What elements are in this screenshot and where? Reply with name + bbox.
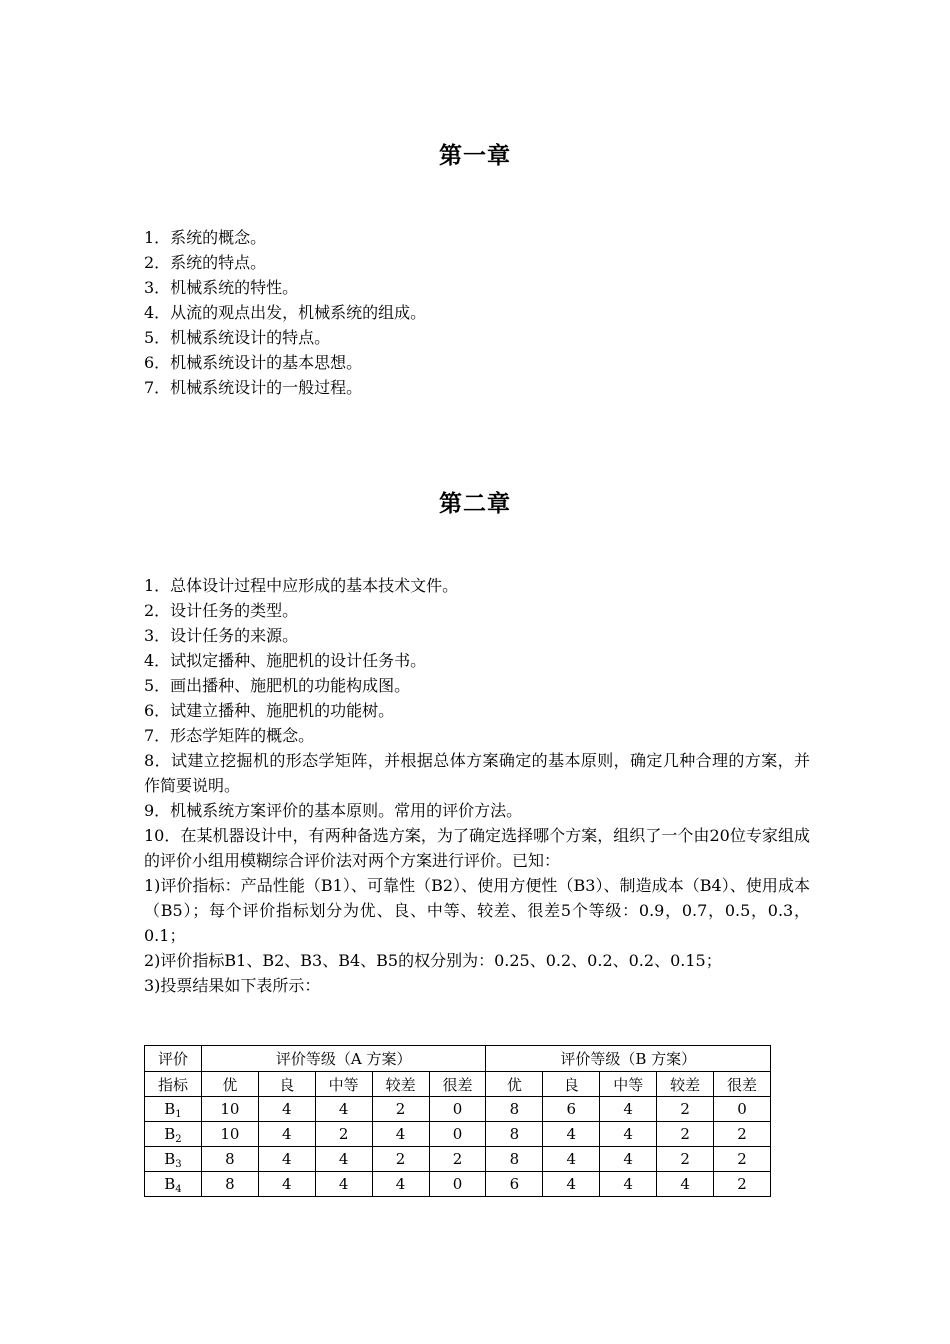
vote-cell: 4 — [543, 1172, 600, 1197]
corner-header-top: 评价 — [145, 1046, 202, 1072]
vote-cell: 10 — [201, 1122, 258, 1147]
grade-header: 中等 — [315, 1072, 372, 1097]
vote-cell: 4 — [600, 1147, 657, 1172]
indicator-cell: $B_2$ — [145, 1122, 202, 1147]
table-header-row — [145, 1046, 771, 1072]
vote-cell: 2 — [657, 1097, 714, 1122]
chapter-2-question-list — [144, 573, 810, 998]
condition-item: 3)投票结果如下表所示： — [144, 976, 321, 995]
grade-header: 较差 — [372, 1072, 429, 1097]
chapter-1-title: 第一章 — [439, 142, 511, 169]
vote-cell: 4 — [315, 1172, 372, 1197]
vote-cell: 4 — [315, 1097, 372, 1122]
vote-cell: 8 — [486, 1147, 543, 1172]
question-item: 7．形态学矩阵的概念。 — [144, 726, 315, 745]
vote-cell: 2 — [714, 1147, 771, 1172]
vote-cell: 4 — [543, 1122, 600, 1147]
vote-cell: 8 — [201, 1147, 258, 1172]
table-row — [145, 1122, 771, 1147]
condition-item: 2)评价指标B1、B2、B3、B4、B5的权分别为：0.25、0.2、0.2、0.2、0.15； — [144, 951, 722, 970]
voting-results-table — [144, 1045, 771, 1197]
vote-cell: 4 — [600, 1172, 657, 1197]
group-a-header: 评价等级（A 方案） — [201, 1046, 486, 1072]
table-row — [145, 1097, 771, 1122]
vote-cell: 6 — [543, 1097, 600, 1122]
vote-cell: 0 — [429, 1097, 486, 1122]
indicator-cell: $B_4$ — [145, 1172, 202, 1197]
question-item: 10．在某机器设计中，有两种备选方案，为了确定选择哪个方案，组织了一个由20位专家组成的评价小组用模糊综合评价法对两个方案进行评价。已知： — [144, 826, 810, 870]
vote-cell: 2 — [657, 1122, 714, 1147]
vote-cell: 4 — [372, 1122, 429, 1147]
chapter-2-title: 第二章 — [439, 490, 511, 517]
question-item: 6．试建立播种、施肥机的功能树。 — [144, 701, 395, 720]
vote-cell: 4 — [657, 1172, 714, 1197]
question-item: 5．机械系统设计的特点。 — [144, 328, 331, 347]
vote-cell: 4 — [258, 1122, 315, 1147]
question-item: 4．试拟定播种、施肥机的设计任务书。 — [144, 651, 427, 670]
grade-header: 良 — [543, 1072, 600, 1097]
vote-cell: 2 — [714, 1122, 771, 1147]
indicator-cell: $B_3$ — [145, 1147, 202, 1172]
question-item: 3．设计任务的来源。 — [144, 626, 299, 645]
grade-header: 较差 — [657, 1072, 714, 1097]
vote-cell: 2 — [372, 1147, 429, 1172]
vote-cell: 4 — [372, 1172, 429, 1197]
vote-cell: 2 — [429, 1147, 486, 1172]
grade-header: 良 — [258, 1072, 315, 1097]
vote-cell: 4 — [258, 1172, 315, 1197]
vote-cell: 8 — [201, 1172, 258, 1197]
vote-cell: 4 — [258, 1097, 315, 1122]
grade-header: 优 — [486, 1072, 543, 1097]
question-item: 8．试建立挖掘机的形态学矩阵，并根据总体方案确定的基本原则，确定几种合理的方案，并作简要说明。 — [144, 751, 810, 795]
vote-cell: 2 — [372, 1097, 429, 1122]
grade-header: 优 — [201, 1072, 258, 1097]
vote-cell: 4 — [258, 1147, 315, 1172]
vote-cell: 4 — [315, 1147, 372, 1172]
vote-cell: 10 — [201, 1097, 258, 1122]
vote-cell: 4 — [600, 1122, 657, 1147]
vote-cell: 8 — [486, 1122, 543, 1147]
question-item: 5．画出播种、施肥机的功能构成图。 — [144, 676, 411, 695]
table-row — [145, 1172, 771, 1197]
table-row — [145, 1147, 771, 1172]
grade-header-row — [145, 1072, 771, 1097]
vote-cell: 4 — [600, 1097, 657, 1122]
question-item: 6．机械系统设计的基本思想。 — [144, 353, 363, 372]
group-b-header: 评价等级（B 方案） — [486, 1046, 771, 1072]
vote-cell: 0 — [714, 1097, 771, 1122]
question-item: 1．系统的概念。 — [144, 228, 267, 247]
grade-header: 中等 — [600, 1072, 657, 1097]
vote-cell: 4 — [543, 1147, 600, 1172]
grade-header: 很差 — [429, 1072, 486, 1097]
chapter-1-question-list — [144, 225, 810, 400]
question-item: 1．总体设计过程中应形成的基本技术文件。 — [144, 576, 459, 595]
vote-cell: 2 — [657, 1147, 714, 1172]
corner-header-bottom: 指标 — [145, 1072, 202, 1097]
indicator-cell: $B_1$ — [145, 1097, 202, 1122]
vote-cell: 2 — [315, 1122, 372, 1147]
question-item: 2．系统的特点。 — [144, 253, 267, 272]
grade-header: 很差 — [714, 1072, 771, 1097]
question-item: 3．机械系统的特性。 — [144, 278, 299, 297]
vote-cell: 0 — [429, 1172, 486, 1197]
question-item: 9．机械系统方案评价的基本原则。常用的评价方法。 — [144, 801, 523, 820]
vote-cell: 0 — [429, 1122, 486, 1147]
question-item: 2．设计任务的类型。 — [144, 601, 299, 620]
question-item: 4．从流的观点出发，机械系统的组成。 — [144, 303, 427, 322]
question-item: 7．机械系统设计的一般过程。 — [144, 378, 363, 397]
condition-item: 1)评价指标：产品性能（B1）、可靠性（B2）、使用方便性（B3）、制造成本（B4）、使用成本（B5）；每个评价指标划分为优、良、中等、较差、很差5个等级：0.9，0.7，0.5，0.3，0.1； — [144, 876, 810, 945]
vote-cell: 6 — [486, 1172, 543, 1197]
vote-cell: 8 — [486, 1097, 543, 1122]
vote-cell: 2 — [714, 1172, 771, 1197]
